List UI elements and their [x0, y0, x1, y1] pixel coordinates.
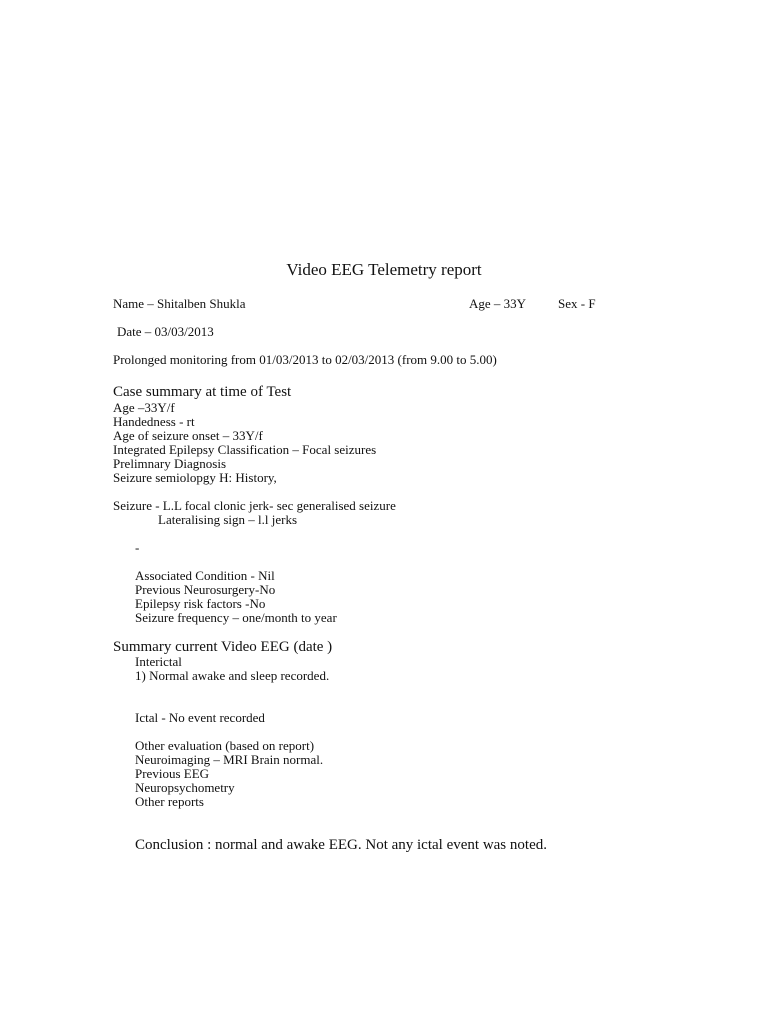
case-summary-heading: Case summary at time of Test [113, 384, 292, 400]
eeg-previous-eeg: Previous EEG [135, 766, 210, 781]
patient-age: Age – 33Y [469, 296, 527, 311]
eeg-interictal: Interictal [135, 654, 182, 669]
case-seizure: Seizure - L.L focal clonic jerk- sec generalised seizure [113, 498, 396, 513]
patient-name: Name – Shitalben Shukla [113, 296, 246, 311]
eeg-interictal-finding: 1) Normal awake and sleep recorded. [135, 668, 330, 683]
eeg-neuroimaging: Neuroimaging – MRI Brain normal. [135, 752, 324, 767]
report-date: Date – 03/03/2013 [117, 324, 214, 339]
report-title: Video EEG Telemetry report [286, 260, 482, 279]
case-age: Age –33Y/f [113, 400, 175, 415]
case-handedness: Handedness - rt [113, 414, 195, 429]
case-semiology: Seizure semiolopgy H: History, [113, 470, 277, 485]
eeg-neuropsychometry: Neuropsychometry [135, 780, 235, 795]
patient-sex: Sex - F [558, 296, 596, 311]
eeg-other-evaluation: Other evaluation (based on report) [135, 738, 315, 753]
case-classification: Integrated Epilepsy Classification – Focal seizures [113, 442, 377, 457]
case-diagnosis: Prelimnary Diagnosis [113, 456, 227, 471]
case-frequency: Seizure frequency – one/month to year [135, 610, 337, 625]
conclusion: Conclusion : normal and awake EEG. Not any ictal event was noted. [135, 837, 547, 853]
case-dash: - [135, 540, 140, 555]
eeg-ictal: Ictal - No event recorded [135, 710, 265, 725]
case-risk-factors: Epilepsy risk factors -No [135, 596, 266, 611]
current-eeg-heading: Summary current Video EEG (date ) [113, 639, 333, 655]
case-neurosurgery: Previous Neurosurgery-No [135, 582, 276, 597]
eeg-other-reports: Other reports [135, 794, 204, 809]
case-lateralising: Lateralising sign – l.l jerks [158, 512, 298, 527]
case-seizure-onset: Age of seizure onset – 33Y/f [113, 428, 263, 443]
case-associated: Associated Condition - Nil [135, 568, 275, 583]
monitoring-period: Prolonged monitoring from 01/03/2013 to 02/03/2013 (from 9.00 to 5.00) [113, 352, 497, 367]
